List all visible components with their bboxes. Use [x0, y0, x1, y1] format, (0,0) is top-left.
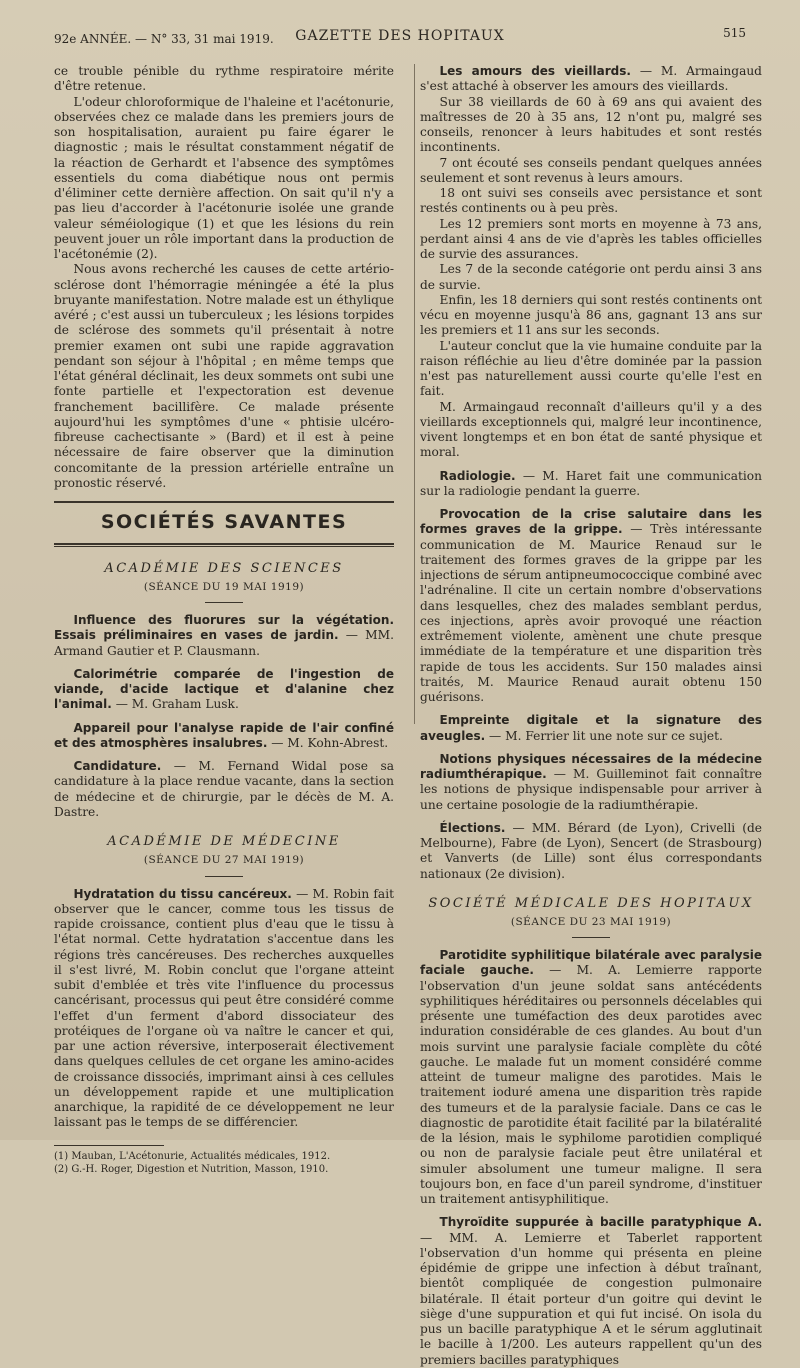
communication-text: — M. Fernand Widal pose sa candidature à la place rendue vacante, dans la section de médecine et de chirurgie, par le décès de M. A. Dastre. [54, 759, 394, 819]
communication-title: Hydratation du tissu cancéreux. [73, 886, 292, 901]
communication-item [54, 887, 394, 1131]
communication-text: — M. Haret fait une communication sur la radiologie pendant la guerre. [420, 468, 762, 498]
body-paragraph: 18 ont suivi ses conseils avec persistance et sont restés continents ou à peu près. [420, 186, 762, 216]
section-rule [54, 543, 394, 545]
communication-title: Appareil pour l'analyse rapide de l'air confiné et des atmosphères insalubres. [54, 720, 394, 750]
body-paragraph: Nous avons recherché les causes de cette artério-sclérose dont l'hémorragie méningée a été la plus bruyante manifestation. Notre malade est un éthylique avéré ; c'est aussi un tuberculeux ; les lésions torpides de sclérose des sommets qu'il présentait à notre premier examen ont subi une rapide aggravation pendant son séjour à l'hôpital ; en même temps que l'état général déclinait, les deux sommets ont subi une fonte partielle et l'expectoration est devenue franchement bacillifère. Ce malade présente aujourd'hui les symptômes d'une « phtisie ulcéro-fibreuse cachectisante » (Bard) et il est à peine nécessaire de faire observer que la diminution concomitante de la pression artérielle entraîne un pronostic réservé. [54, 262, 394, 490]
communication-item [420, 948, 762, 1207]
communication-text: — MM. A. Lemierre et Taberlet rapportent l'observation d'un homme qui présenta en pleine épidémie de grippe une infection à début traînant, bientôt compliquée de congestion pulmonaire bilatérale. Il était porteur d'un goitre qui devint le siège d'une suppuration et qui fut incisé. On isola du pus un bacille paratyphique A et le sérum agglutinait le bacille à 1/200. Les auteurs rappellent qu'un des premiers bacilles paratyphiques [420, 1230, 762, 1367]
body-paragraph: Sur 38 vieillards de 60 à 69 ans qui avaient des maîtresses de 20 à 35 ans, 12 n'ont pu, malgré ses conseils, renoncer à leurs habitudes et sont restés incontinents. [420, 94, 762, 155]
communication-item [420, 713, 762, 744]
communication-title: Les amours des vieillards. [439, 64, 631, 78]
communication-title: Empreinte digitale et la signature des aveugles. [420, 713, 762, 743]
communication-text: — M. A. Lemierre rapporte l'observation d'un jeune soldat sans antécédents syphilitiques héréditaires ou personnels décelables qui présente une tuméfaction des deux parotides avec induration considérable de ces glandes. Au bout d'un mois survint une paralysie faciale complète du côté gauche. Le malade fut un moment considéré comme atteint de tumeur maligne des parotides. Mais le traitement ioduré amena une disparition très rapide des tumeurs et de la paralysie faciale. Dans ce cas le diagnostic de parotidite était facilité par la bilatéralité de la lésion, mais le syphilome parotidien compliqué ou non de paralysie faciale peut être unilatéral et simuler absolument une tumeur maligne. Il sera toujours bon, en face d'un pareil syndrome, d'instituer un traitement antisyphilitique. [420, 963, 762, 1207]
session-date: (SÉANCE DU 23 MAI 1919) [510, 916, 672, 928]
section-rule [54, 546, 394, 547]
body-paragraph: Les 12 premiers sont morts en moyenne à 73 ans, perdant ainsi 4 ans de vie d'après les tables officielles de survie des assurances. [420, 216, 762, 261]
communication-text: — M. Armaingaud s'est attaché à observer les amours des vieillards. [420, 64, 762, 94]
footnote: (2) G.-H. Roger, Digestion et Nutrition, Masson, 1910. [54, 1164, 329, 1175]
body-paragraph: Les 7 de la seconde catégorie ont perdu ainsi 3 ans de survie. [420, 262, 762, 292]
communication-item [420, 469, 762, 500]
communication-title: Thyroïdite suppurée à bacille paratyphique A. [439, 1215, 762, 1230]
journal-title: GAZETTE DES HOPITAUX [295, 28, 505, 44]
communication-text: — M. Graham Lusk. [111, 697, 239, 712]
communication-item [420, 752, 762, 813]
body-paragraph: ce trouble pénible du rythme respiratoire mérite d'être retenue. [54, 64, 394, 94]
column-divider [414, 64, 415, 724]
communication-title: Calorimétrie comparée de l'ingestion de viande, d'acide lactique et d'alanine chez l'animal. [54, 666, 394, 712]
short-rule [205, 876, 243, 877]
communication-text: — M. Ferrier lit une note sur ce sujet. [485, 728, 723, 743]
section-rule [54, 501, 394, 503]
page-number: 515 [723, 26, 746, 40]
body-paragraph: Enfin, les 18 derniers qui sont restés continents ont vécu en moyenne jusqu'à 86 ans, gagnant 13 ans sur les premiers et 11 ans sur les seconds. [420, 292, 762, 338]
communication-title: Provocation de la crise salutaire dans les formes graves de la grippe. [420, 507, 762, 537]
right-column [420, 64, 762, 1368]
communication-item [420, 821, 762, 882]
society-name: SOCIÉTÉ MÉDICALE DES HOPITAUX [428, 895, 754, 911]
session-date: (SÉANCE DU 19 MAI 1919) [143, 581, 305, 593]
session-date: (SÉANCE DU 27 MAI 1919) [143, 854, 305, 867]
communication-item [420, 507, 762, 705]
communication-title: Élections. [439, 820, 506, 835]
footnote: (1) Mauban, L'Acétonurie, Actualités médicales, 1912. [54, 1150, 331, 1162]
communication-text: — M. Robin fait observer que le cancer, comme tous les tissus de rapide croissance, contient plus d'eau que le tissu à l'état normal. Cette hydratation s'accentue dans les régions très cancéreuses. Des recherches auxquelles il s'est livré, M. Robin conclut que l'organe atteint subit d'emblée et très vite l'influence du processus cancérisant, processus qui peut être considéré comme l'effet d'un ferment d'abord dissociateur des protéiques de l'organe où va naître le cancer et qui, par une action réversive, interposerait électivement dans quelques cellules de cet organe les amino-acides de croissance dissociés, imprimant ainsi à ces cellules un développement rapide et une multiplication anarchique, la rapidité de ce développement ne leur laissant pas le temps de se différencier. [54, 886, 394, 1130]
communication-text: — MM. Armand Gautier et P. Clausmann. [54, 628, 394, 658]
running-header [54, 26, 746, 48]
communication-item [54, 759, 394, 820]
communication-text: — M. Guilleminot fait connaître les notions de physique indispensable pour arriver à une certaine posologie de la radiumthérapie. [420, 767, 762, 812]
body-paragraph: L'auteur conclut que la vie humaine conduite par la raison réfléchie au lieu d'être dominée par la passion n'est pas naturellement aussi courte qu'elle l'est en fait. [420, 338, 762, 399]
body-paragraph: M. Armaingaud reconnaît d'ailleurs qu'il y a des vieillards exceptionnels qui, malgré leur incontinence, vivent longtemps et en bon état de santé physique et moral. [420, 399, 762, 460]
communication-title: Influence des fluorures sur la végétation. Essais préliminaires en vases de jardin. [54, 613, 394, 643]
communication-text: — Très intéressante communication de M. Maurice Renaud sur le traitement des formes graves de la grippe par les injections de sérum antipneumococcique combiné avec l'adrénaline. Il cite un certain nombre d'observations dans lesquelles, chez des malades semblant perdus, ces injections, après avoir provoqué une réaction extrêmement violente, amènent une chute presque immédiate de la température et une disparition très rapide de tous les accidents. Sur 150 malades ainsi traités, M. Maurice Renaud aurait obtenu 150 guérisons. [420, 522, 762, 704]
society-name: ACADÉMIE DES SCIENCES [104, 560, 344, 576]
communication-title: Parotidite syphilitique bilatérale avec paralysie faciale gauche. [420, 948, 762, 978]
communication-title: Candidature. [73, 759, 162, 774]
communication-item [420, 64, 762, 95]
communication-item [420, 1215, 762, 1368]
issue-info: 92e ANNÉE. — N° 33, 31 mai 1919. [54, 32, 274, 46]
body-paragraph: 7 ont écouté ses conseils pendant quelques années seulement et sont revenus à leurs amours. [420, 155, 762, 185]
body-paragraph: L'odeur chloroformique de l'haleine et l'acétonurie, observées chez ce malade dans les premiers jours de son hospitalisation, auraient pu faire égarer le diagnostic ; mais le résultat constamment négatif de la réaction de Gerhardt et l'absence des symptômes essentiels du coma diabétique nous ont permis d'éliminer cette dernière affection. On sait qu'il n'y a pas lieu d'accorder à l'acétonurie isolée une grande valeur séméiologique (1) et que les lésions du rein peuvent jouer un rôle important dans la production de l'acétonémie (2). [54, 94, 394, 261]
communication-title: Radiologie. [439, 468, 516, 483]
short-rule [572, 937, 610, 938]
society-name: ACADÉMIE DE MÉDECINE [107, 834, 341, 850]
communication-text: — M. Kohn-Abrest. [267, 735, 389, 750]
left-column [54, 64, 394, 1177]
footnote-rule [54, 1145, 164, 1146]
communication-item [54, 667, 394, 713]
communication-text: — MM. Bérard (de Lyon), Crivelli (de Melbourne), Fabre (de Lyon), Sencert (de Strasbourg) et Vanverts (de Lille) sont élus correspondants nationaux (2e division). [420, 820, 762, 881]
communication-title: Notions physiques nécessaires de la médecine radiumthérapique. [420, 751, 762, 781]
short-rule [205, 602, 243, 603]
communication-item [54, 721, 394, 752]
communication-item [54, 613, 394, 659]
section-title: SOCIÉTÉS SAVANTES [100, 511, 348, 533]
